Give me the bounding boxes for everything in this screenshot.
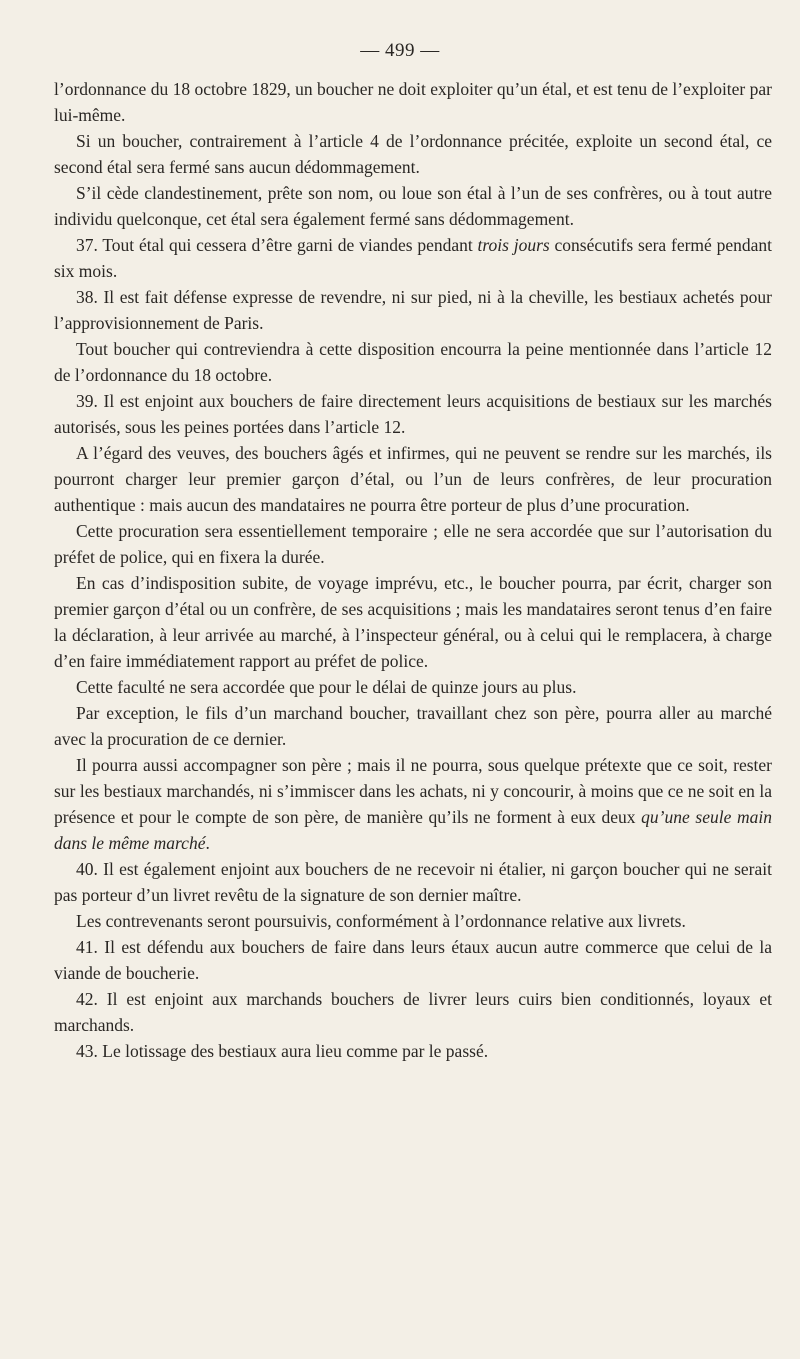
paragraph: 37. Tout étal qui cessera d’être garni de viandes pendant trois jours consécutifs sera fermé pendant six mois. bbox=[54, 235, 772, 281]
body-text bbox=[54, 76, 772, 1064]
page-number: — 499 — bbox=[360, 40, 440, 61]
paragraph: 42. Il est enjoint aux marchands bouchers de livrer leurs cuirs bien conditionnés, loyaux et marchands. bbox=[54, 989, 772, 1035]
paragraph: En cas d’indisposition subite, de voyage imprévu, etc., le boucher pourra, par écrit, charger son premier garçon d’étal ou un confrère, de ses acquisitions ; mais les mandataires seront tenus d’en faire la déclaration, à leur arrivée au marché, à l’inspecteur général, ou à celui qui le remplacera, à charge d’en faire immédiatement rapport au préfet de police. bbox=[54, 573, 772, 671]
paragraph: Les contrevenants seront poursuivis, conformément à l’ordonnance relative aux livrets. bbox=[76, 911, 686, 931]
paragraph: Il pourra aussi accompagner son père ; mais il ne pourra, sous quelque prétexte que ce soit, rester sur les bestiaux marchandés, ni s’immiscer dans les achats, ni y concourir, à moins que ce ne soit en la présence et pour le compte de son père, de manière qu’ils ne forment à eux deux qu’une seule main dans le même marché. bbox=[54, 755, 772, 853]
paragraph: Si un boucher, contrairement à l’article 4 de l’ordonnance précitée, exploite un second étal, ce second étal sera fermé sans aucun dédommagement. bbox=[54, 131, 772, 177]
paragraph: Cette faculté ne sera accordée que pour le délai de quinze jours au plus. bbox=[76, 677, 577, 697]
paragraph: 41. Il est défendu aux bouchers de faire dans leurs étaux aucun autre commerce que celui de la viande de boucherie. bbox=[54, 937, 772, 983]
paragraph: 40. Il est également enjoint aux bouchers de ne recevoir ni étalier, ni garçon boucher qui ne serait pas porteur d’un livret revêtu de la signature de son dernier maître. bbox=[54, 859, 772, 905]
paragraph: l’ordonnance du 18 octobre 1829, un boucher ne doit exploiter qu’un étal, et est tenu de l’exploiter par lui-même. bbox=[54, 79, 772, 125]
paragraph: Cette procuration sera essentiellement temporaire ; elle ne sera accordée que sur l’autorisation du préfet de police, qui en fixera la durée. bbox=[54, 521, 772, 567]
paragraph: A l’égard des veuves, des bouchers âgés et infirmes, qui ne peuvent se rendre sur les marchés, ils pourront charger leur premier garçon d’étal, ou l’un de leurs confrères, de leur procuration authentique : mais aucun des mandataires ne pourra être porteur de plus d’une procuration. bbox=[54, 443, 772, 515]
paragraph: S’il cède clandestinement, prête son nom, ou loue son étal à l’un de ses confrères, ou à tout autre individu quelconque, cet étal sera également fermé sans dédommagement. bbox=[54, 183, 772, 229]
paragraph: 38. Il est fait défense expresse de revendre, ni sur pied, ni à la cheville, les bestiaux achetés pour l’approvisionnement de Paris. bbox=[54, 287, 772, 333]
paragraph: Par exception, le fils d’un marchand boucher, travaillant chez son père, pourra aller au marché avec la procuration de ce dernier. bbox=[54, 703, 772, 749]
paragraph: 43. Le lotissage des bestiaux aura lieu comme par le passé. bbox=[76, 1041, 489, 1061]
paragraph: Tout boucher qui contreviendra à cette disposition encourra la peine mentionnée dans l’article 12 de l’ordonnance du 18 octobre. bbox=[54, 339, 772, 385]
paragraph: 39. Il est enjoint aux bouchers de faire directement leurs acquisitions de bestiaux sur les marchés autorisés, sous les peines portées dans l’article 12. bbox=[54, 391, 772, 437]
